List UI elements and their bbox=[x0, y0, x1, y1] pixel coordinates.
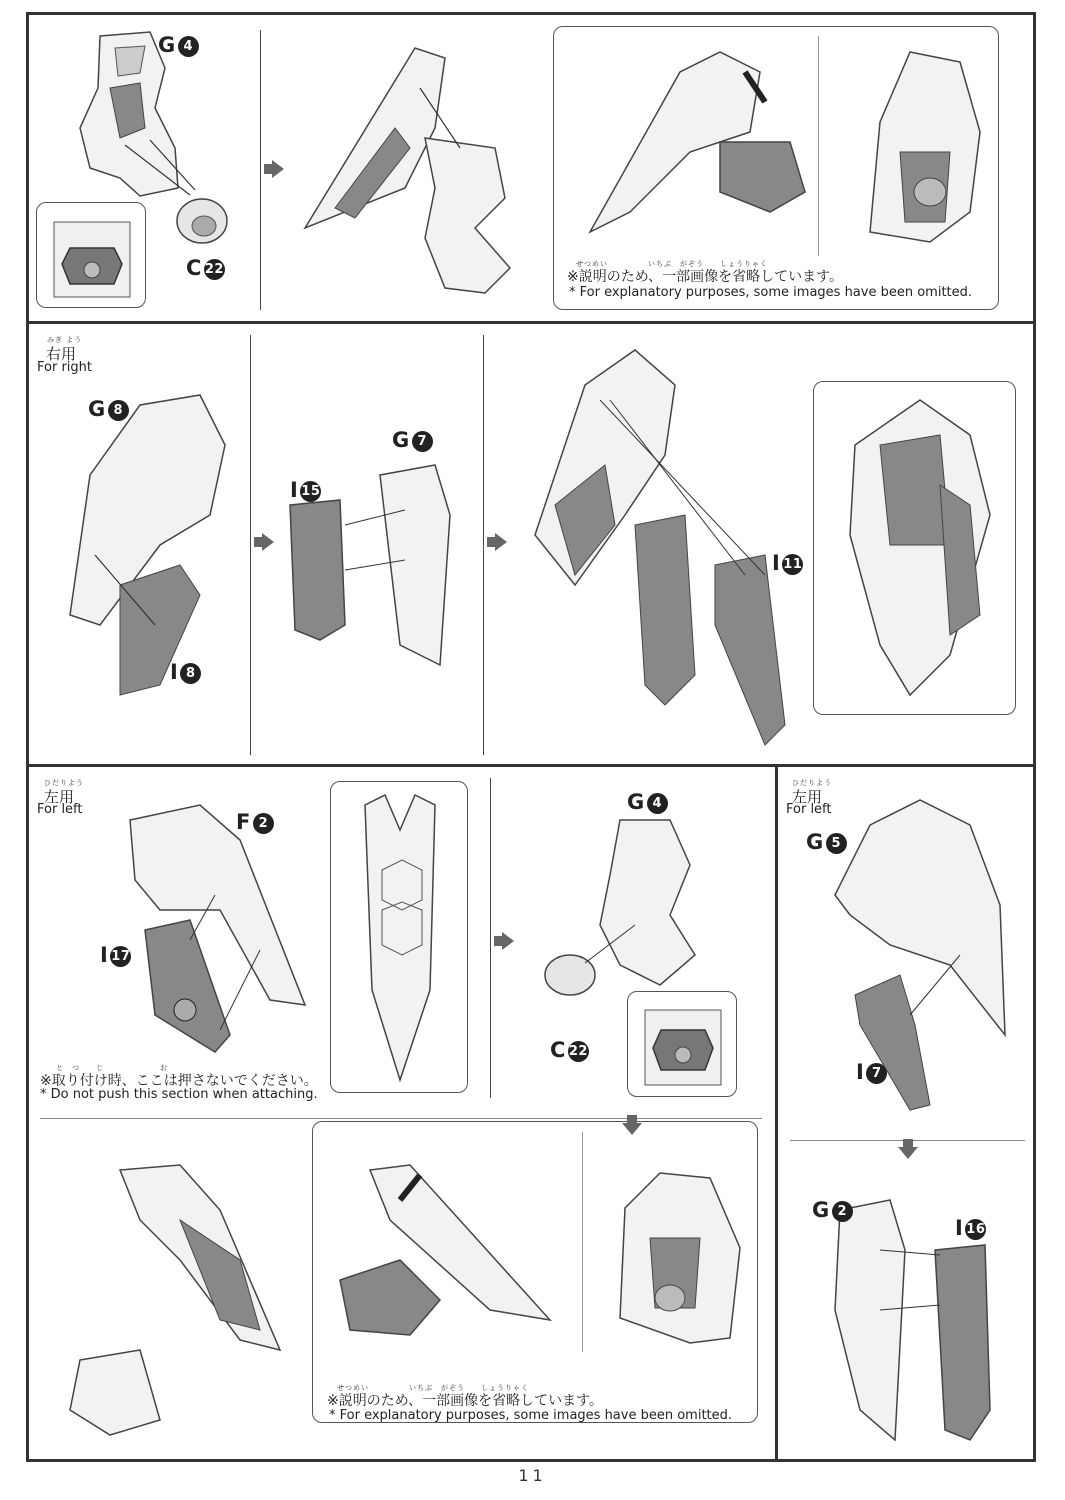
note-omitted-jp: ※説明のため、一部画像を省略しています。 bbox=[327, 1393, 604, 1409]
step-arrow bbox=[495, 533, 507, 551]
f2-detail-illustration bbox=[360, 790, 445, 1085]
part-label-g4 bbox=[158, 33, 199, 57]
divider bbox=[260, 30, 261, 310]
step-arrow bbox=[262, 533, 274, 551]
part-letter: I bbox=[290, 478, 299, 502]
part-label-g2 bbox=[812, 1198, 853, 1222]
part-number-badge: 11 bbox=[782, 554, 803, 575]
step-arrow bbox=[898, 1147, 918, 1159]
side-label-en: For left bbox=[37, 802, 83, 817]
part-number-badge: 15 bbox=[300, 481, 321, 502]
divider bbox=[40, 1118, 762, 1119]
part-label-f2 bbox=[236, 810, 274, 834]
part-number-badge: 22 bbox=[568, 1041, 589, 1062]
part-i11-illustration bbox=[515, 345, 815, 745]
part-number-badge: 4 bbox=[647, 793, 668, 814]
divider bbox=[250, 335, 251, 755]
part-number-badge: 8 bbox=[180, 663, 201, 684]
step-arrow bbox=[502, 932, 514, 950]
part-letter: G bbox=[88, 397, 106, 421]
result-illustration bbox=[830, 395, 1005, 700]
part-number-badge: 2 bbox=[253, 813, 274, 834]
part-number-badge: 7 bbox=[412, 431, 433, 452]
part-label-i15 bbox=[290, 478, 321, 502]
note-ruby: せつめい いちぶ がぞう しょうりゃく bbox=[337, 1384, 529, 1392]
part-letter: I bbox=[856, 1060, 865, 1084]
part-label-i17 bbox=[100, 943, 131, 967]
inset-illustration bbox=[46, 212, 138, 302]
part-letter: C bbox=[550, 1038, 566, 1062]
note-omitted-en: * For explanatory purposes, some images have been omitted. bbox=[329, 1408, 733, 1423]
side-label-en: For right bbox=[37, 360, 92, 375]
part-letter: G bbox=[812, 1198, 830, 1222]
part-label-g5 bbox=[806, 830, 847, 854]
arrow-line bbox=[120, 140, 200, 200]
part-illustration-top-4 bbox=[840, 42, 990, 252]
part-label-c22b bbox=[550, 1038, 589, 1062]
side-label-jp: 左用 bbox=[44, 788, 75, 806]
part-label-g4b bbox=[627, 790, 668, 814]
part-letter: F bbox=[236, 810, 251, 834]
side-label-en: For left bbox=[786, 802, 832, 817]
part-label-i7 bbox=[856, 1060, 887, 1084]
part-c22-illustration bbox=[174, 196, 234, 248]
part-number-badge: 16 bbox=[965, 1219, 986, 1240]
part-letter: G bbox=[806, 830, 824, 854]
divider bbox=[582, 1132, 583, 1352]
part-illustration-bottom-2 bbox=[330, 1160, 570, 1340]
part-f2-i17-illustration bbox=[120, 800, 320, 1055]
part-label-g7 bbox=[392, 428, 433, 452]
part-letter: G bbox=[392, 428, 410, 452]
part-g4-c22-illustration bbox=[540, 815, 720, 995]
part-letter: I bbox=[170, 660, 179, 684]
part-number-badge: 5 bbox=[826, 833, 847, 854]
part-letter: I bbox=[955, 1216, 964, 1240]
step-arrow bbox=[272, 160, 284, 178]
part-label-i8 bbox=[170, 660, 201, 684]
part-letter: I bbox=[100, 943, 109, 967]
divider bbox=[490, 778, 491, 1098]
part-number-badge: 17 bbox=[110, 946, 131, 967]
note-nopush-jp: ※取り付け時、ここは押さないでください。 bbox=[40, 1073, 318, 1089]
note-nopush-en: * Do not push this section when attaching. bbox=[40, 1087, 318, 1102]
part-letter: I bbox=[772, 551, 781, 575]
part-number-badge: 22 bbox=[204, 259, 225, 280]
part-number-badge: 2 bbox=[832, 1201, 853, 1222]
part-g8-illustration bbox=[60, 385, 240, 695]
note-omitted-en: * For explanatory purposes, some images have been omitted. bbox=[569, 285, 973, 300]
inset-illustration bbox=[637, 1000, 729, 1090]
note-ruby: と つ じ お bbox=[56, 1064, 168, 1072]
side-label-ruby: ひだりよう bbox=[44, 779, 84, 787]
divider bbox=[818, 36, 819, 256]
part-letter: C bbox=[186, 256, 202, 280]
part-illustration-bottom-3 bbox=[600, 1168, 750, 1348]
side-label-ruby: みぎ よう bbox=[47, 336, 83, 344]
part-letter: G bbox=[158, 33, 176, 57]
side-label-ruby: ひだりよう bbox=[792, 779, 832, 787]
side-label-jp: 右用 bbox=[46, 345, 77, 363]
page-number: 11 bbox=[518, 1466, 547, 1485]
part-number-badge: 8 bbox=[108, 400, 129, 421]
side-label-jp: 左用 bbox=[792, 788, 823, 806]
part-illustration-top-2 bbox=[295, 38, 535, 298]
part-label-i16 bbox=[955, 1216, 986, 1240]
note-ruby: せつめい いちぶ がぞう しょうりゃく bbox=[576, 260, 768, 268]
note-omitted-jp: ※説明のため、一部画像を省略しています。 bbox=[567, 269, 844, 285]
part-label-c22 bbox=[186, 256, 225, 280]
part-illustration-bottom-1 bbox=[60, 1160, 290, 1440]
part-letter: G bbox=[627, 790, 645, 814]
part-number-badge: 4 bbox=[178, 36, 199, 57]
part-label-i11 bbox=[772, 551, 803, 575]
part-label-g8 bbox=[88, 397, 129, 421]
divider bbox=[483, 335, 484, 755]
part-number-badge: 7 bbox=[866, 1063, 887, 1084]
part-illustration-top-3 bbox=[570, 42, 810, 252]
step-arrow bbox=[622, 1123, 642, 1135]
